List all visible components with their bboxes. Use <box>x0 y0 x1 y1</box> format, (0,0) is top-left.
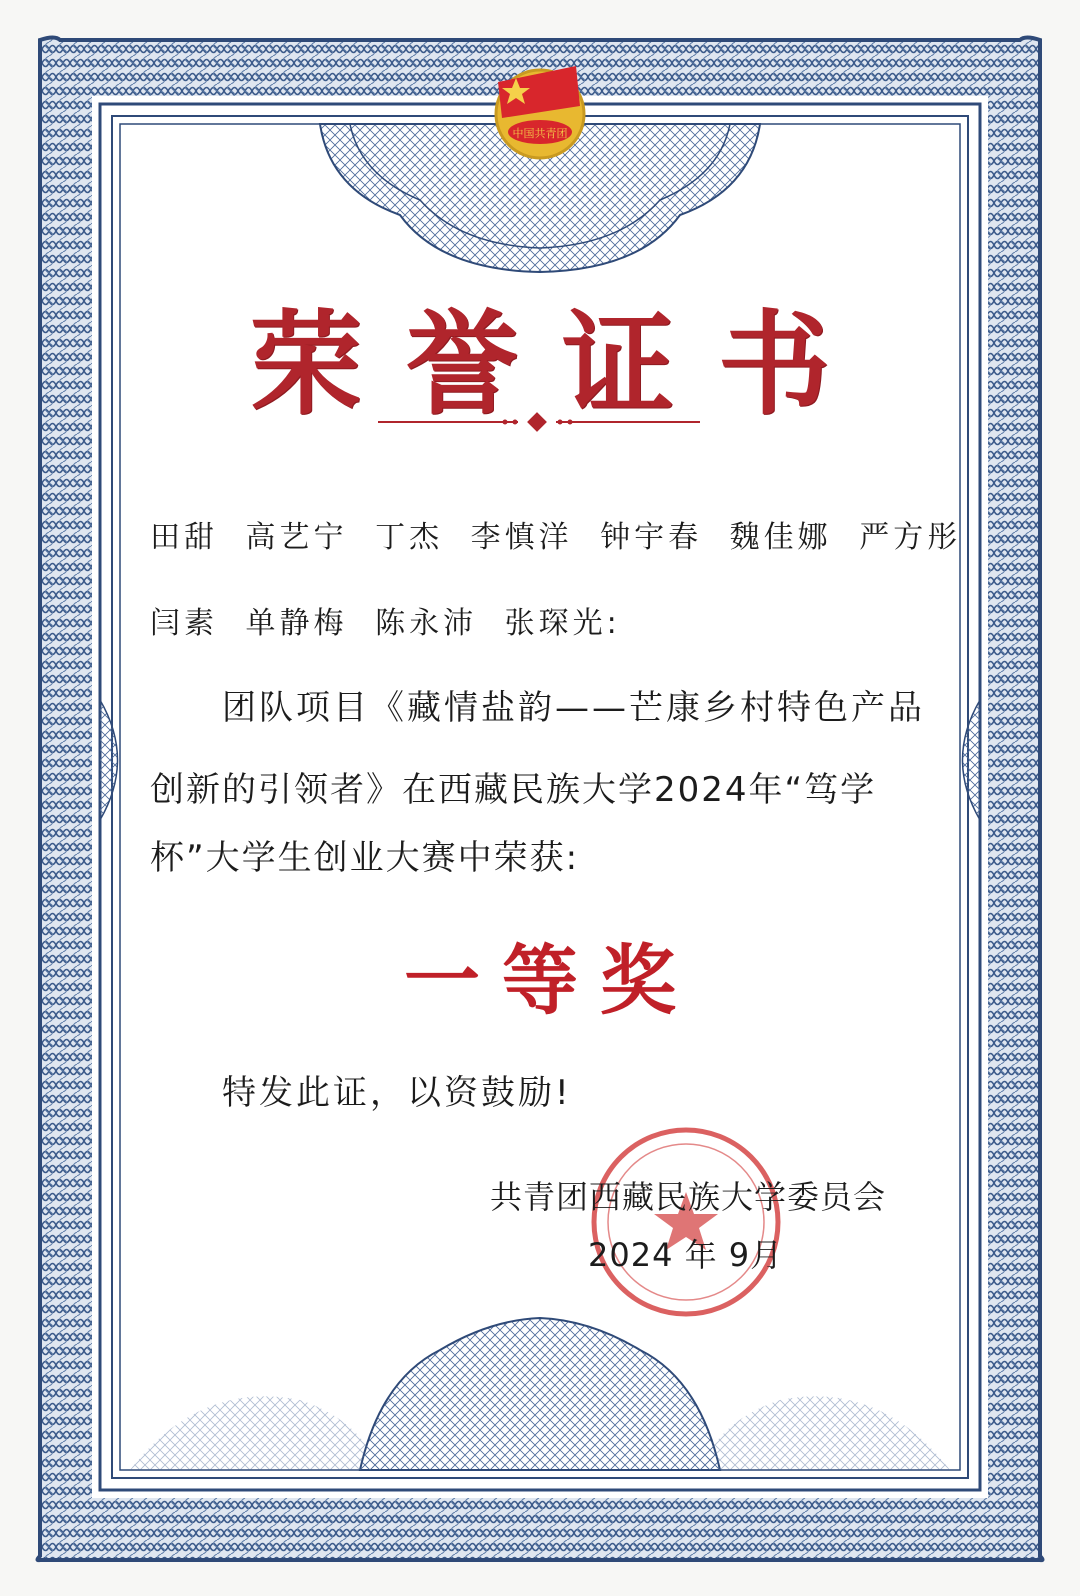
issuer-name: 共青团西藏民族大学委员会 <box>490 1178 887 1216</box>
seal-icon <box>586 1122 786 1322</box>
body-text-line2: 创新的引领者》在西藏民族大学2024年“笃学 <box>150 770 877 810</box>
body-text-line3: 杯”大学生创业大赛中荣获: <box>150 838 580 878</box>
recipient-names-line2: 闫素 单静梅 陈永沛 张琛光: <box>150 606 621 641</box>
certificate-title: 荣誉证书 <box>250 299 874 430</box>
issue-date: 2024 年 9月 <box>588 1236 784 1274</box>
body-text-line1: 团队项目《藏情盐韵——芒康乡村特色产品 <box>222 688 925 728</box>
emblem-icon <box>480 52 600 162</box>
closing-text: 特发此证，以资鼓励! <box>222 1073 572 1113</box>
recipient-names-line1: 田甜 高艺宁 丁杰 李慎洋 钟宇春 魏佳娜 严方彤 <box>150 520 962 555</box>
emblem-text: 中国共青团 <box>512 127 568 140</box>
award-level: 一等奖 <box>404 936 698 1025</box>
